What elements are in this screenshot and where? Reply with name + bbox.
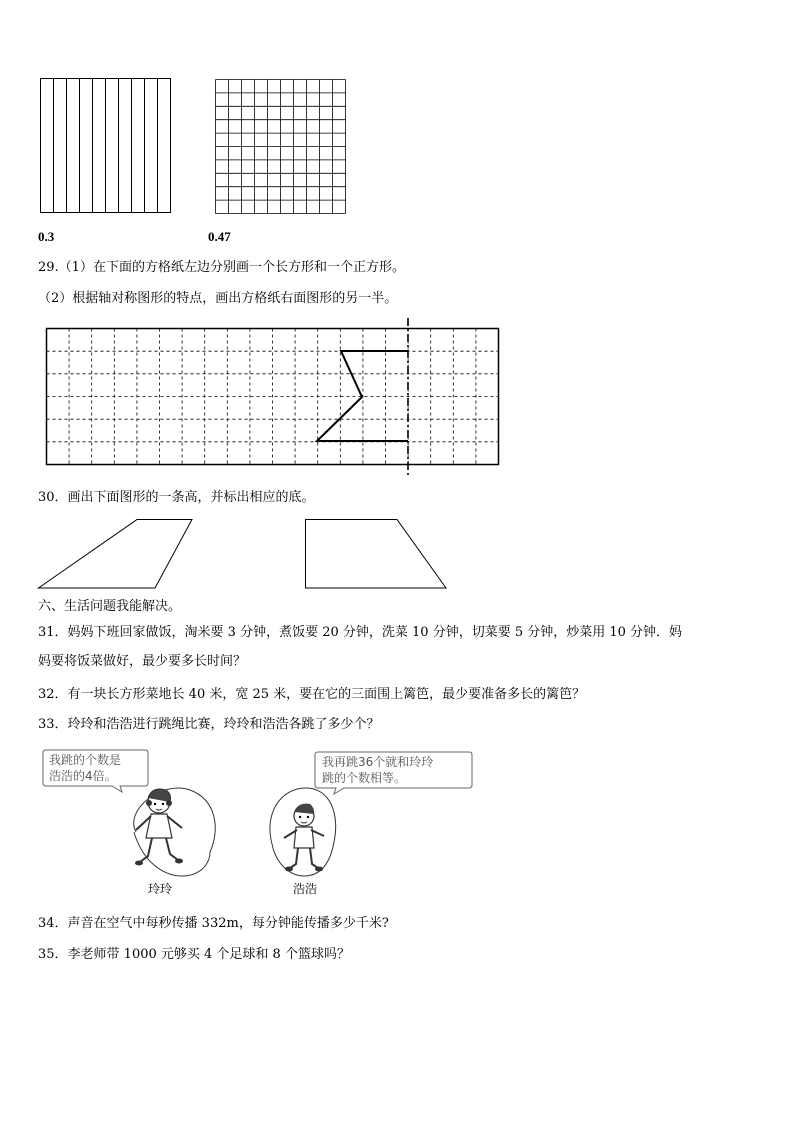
bubble-left-line1: 我跳的个数是 bbox=[49, 753, 122, 767]
hundredths-grid-figure bbox=[215, 79, 346, 214]
bubble-right-line2: 跳的个数相等。 bbox=[322, 771, 407, 785]
bubble-right-line1: 我再跳36个就和玲玲 bbox=[322, 755, 434, 769]
tenths-strip-figure bbox=[40, 78, 172, 214]
question-35: 35．李老师带 1000 元够买 4 个足球和 8 个篮球吗？ bbox=[38, 947, 350, 962]
hundredths-caption: 0.47 bbox=[208, 229, 231, 244]
bubble-left-line2: 浩浩的4倍。 bbox=[49, 769, 117, 783]
section-6-title: 六、生活问题我能解决。 bbox=[38, 599, 182, 614]
tenths-caption: 0.3 bbox=[38, 229, 55, 244]
question-29-part1: 29.（1）在下面的方格纸左边分别画一个长方形和一个正方形。 bbox=[38, 260, 405, 275]
question-31-line1: 31．妈妈下班回家做饭，淘米要 3 分钟，煮饭要 20 分钟，洗菜 10 分钟，切菜要 5 分钟，炒菜用 10 分钟．妈 bbox=[38, 625, 683, 640]
trapezoid[interactable] bbox=[305, 519, 448, 591]
question-30: 30．画出下面图形的一条高，并标出相应的底。 bbox=[38, 490, 315, 505]
boy-jumping-rope-illustration bbox=[266, 784, 346, 880]
question-29-part2: （2）根据轴对称图形的特点，画出方格纸右面图形的另一半。 bbox=[38, 291, 398, 306]
name-lingling: 玲玲 bbox=[148, 882, 173, 896]
question-34: 34．声音在空气中每秒传播 332m，每分钟能传播多少千米? bbox=[38, 916, 389, 931]
girl-jumping-rope-illustration bbox=[122, 780, 222, 880]
question-32: 32．有一块长方形菜地长 40 米，宽 25 米，要在它的三面围上篱笆，最少要准备多长的篱笆？ bbox=[38, 687, 586, 702]
question-33: 33．玲玲和浩浩进行跳绳比赛，玲玲和浩浩各跳了多少个？ bbox=[38, 717, 380, 732]
name-haohao: 浩浩 bbox=[293, 882, 318, 896]
symmetry-grid[interactable] bbox=[46, 318, 501, 478]
question-31-line2: 妈要将饭菜做好，最少要多长时间？ bbox=[38, 654, 247, 669]
parallelogram[interactable] bbox=[38, 519, 194, 591]
